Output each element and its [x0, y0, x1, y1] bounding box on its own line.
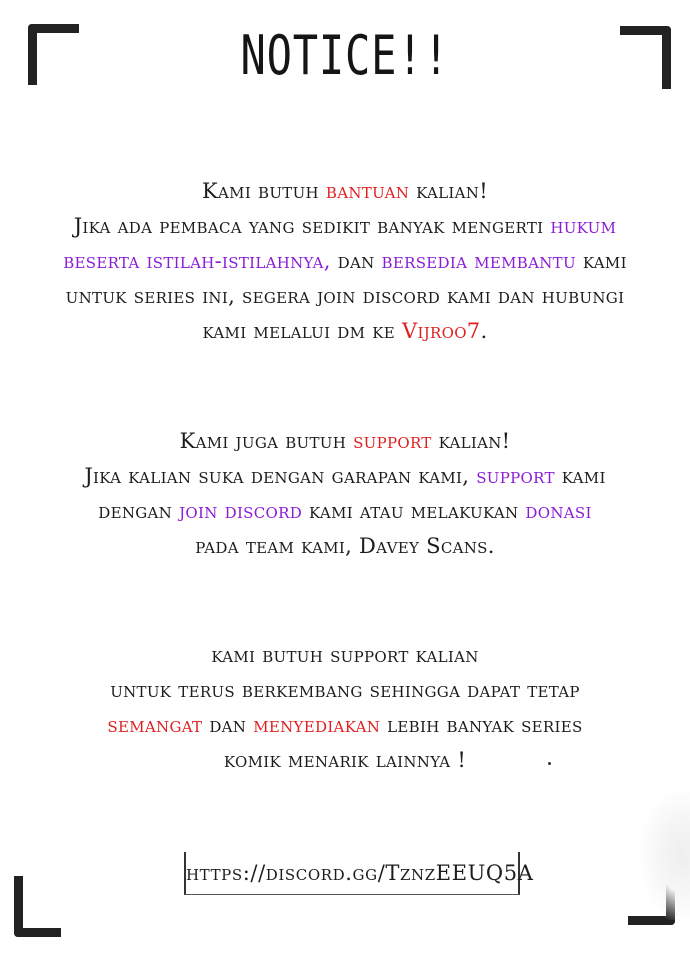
- highlight-bantuan: bantuan: [325, 179, 410, 203]
- notice-support-request: [60, 424, 630, 564]
- highlight-contact-username: Vijroo7: [402, 319, 481, 343]
- highlight-support: support: [476, 464, 555, 488]
- text-line: Jika kalian suka dengan garapan kami, support kami: [84, 464, 606, 488]
- discord-invite-link[interactable]: https://discord.gg/TznzEEUQ5A: [184, 852, 520, 895]
- page-title: NOTICE!!: [240, 24, 450, 87]
- highlight-support: support: [353, 429, 432, 453]
- highlight-semangat: semangat: [107, 713, 203, 737]
- text-line: dengan join discord kami atau melakukan donasi: [98, 499, 592, 523]
- notice-help-request: [60, 174, 630, 349]
- text-line: kami butuh support kalian: [211, 643, 479, 667]
- corner-bracket-bottom-left: [14, 876, 61, 937]
- text-line: untuk series ini, segera join discord kami dan hubungi: [65, 284, 625, 308]
- text-line: kami melalui dm ke Vijroo7.: [202, 319, 488, 343]
- corner-bracket-top-left: [28, 24, 79, 85]
- notice-closing-message: [60, 638, 630, 778]
- highlight-bersedia-membantu: bersedia membantu: [381, 249, 576, 273]
- text-line: beserta istilah-istilahnya, dan bersedia membantu kami: [63, 249, 627, 273]
- highlight-donasi: donasi: [525, 499, 592, 523]
- stray-dot: [548, 762, 551, 765]
- text-line: pada team kami, Davey Scans.: [195, 534, 495, 558]
- corner-bracket-top-right: [620, 26, 671, 89]
- text-line: komik menarik lainnya !: [223, 748, 467, 772]
- highlight-hukum: hukum: [550, 214, 617, 238]
- text-line: Kami butuh bantuan kalian!: [202, 179, 488, 203]
- text-line: Kami juga butuh support kalian!: [179, 429, 511, 453]
- background-smudge: [640, 790, 690, 920]
- highlight-menyediakan: menyediakan: [253, 713, 381, 737]
- highlight-join-discord: join discord: [179, 499, 303, 523]
- highlight-istilah: beserta istilah-istilahnya,: [63, 249, 331, 273]
- text-line: semangat dan menyediakan lebih banyak series: [107, 713, 583, 737]
- text-line: Jika ada pembaca yang sedikit banyak mengerti hukum: [73, 214, 617, 238]
- text-line: untuk terus berkembang sehingga dapat tetap: [110, 678, 580, 702]
